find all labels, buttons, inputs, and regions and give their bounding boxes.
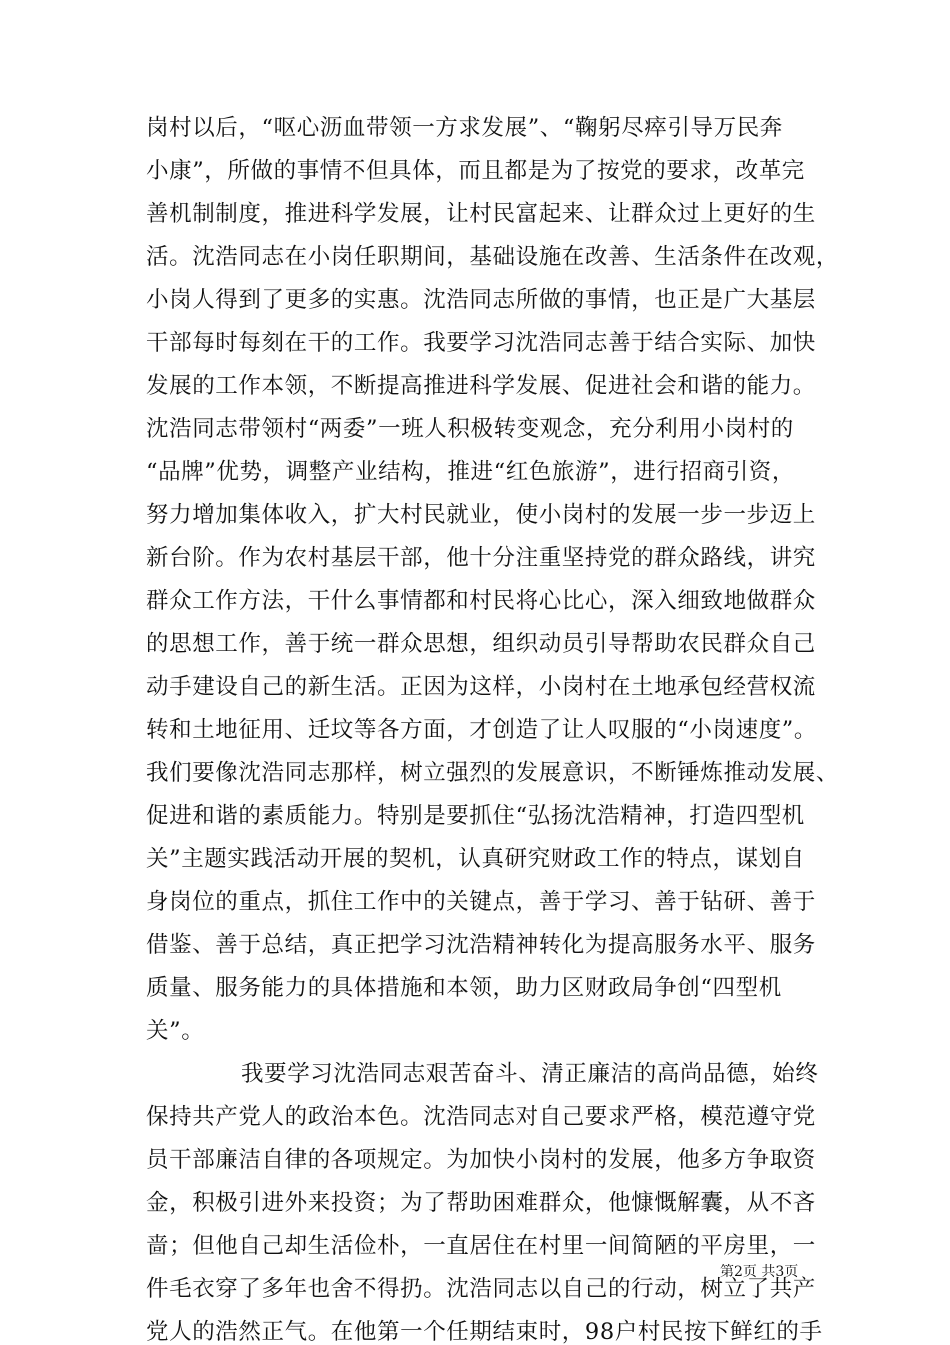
page-number-footer: 第2页 共3页 [720, 1264, 799, 1280]
body-text-line: 保持共产党人的政治本色。沈浩同志对自己要求严格，模范遵守党 [146, 1104, 816, 1130]
body-text-line: 借鉴、善于总结，真正把学习沈浩精神转化为提高服务水平、服务 [146, 932, 816, 958]
body-text-line: 质量、服务能力的具体措施和本领，助力区财政局争创“四型机 [146, 975, 782, 1001]
body-text-line: 员干部廉洁自律的各项规定。为加快小岗村的发展，他多方争取资 [146, 1147, 816, 1173]
body-text-line: 关”。 [146, 1018, 205, 1044]
body-text-line: 小康”，所做的事情不但具体，而且都是为了按党的要求，改革完 [146, 158, 805, 184]
body-text-line: 促进和谐的素质能力。特别是要抓住“弘扬沈浩精神，打造四型机 [146, 803, 805, 829]
body-text-line: 关”主题实践活动开展的契机，认真研究财政工作的特点，谋划自 [146, 846, 805, 872]
body-text-line: “品牌”优势，调整产业结构，推进“红色旅游”，进行招商引资， [146, 459, 796, 485]
body-text-line: 善机制制度，推进科学发展，让村民富起来、让群众过上更好的生 [146, 201, 816, 227]
body-text-line: 动手建设自己的新生活。正因为这样，小岗村在土地承包经营权流 [146, 674, 816, 700]
body-text-line: 沈浩同志带领村“两委”一班人积极转变观念，充分利用小岗村的 [146, 416, 794, 442]
body-text-line: 的思想工作，善于统一群众思想，组织动员引导帮助农民群众自己 [146, 631, 816, 657]
body-text-line: 小岗人得到了更多的实惠。沈浩同志所做的事情，也正是广大基层 [146, 287, 816, 313]
body-text-line: 岗村以后，“呕心沥血带领一方求发展”、“鞠躬尽瘁引导万民奔 [146, 115, 783, 141]
body-text-line: 金，积极引进外来投资；为了帮助困难群众，他慷慨解囊，从不吝 [146, 1190, 816, 1216]
body-text-line: 新台阶。作为农村基层干部，他十分注重坚持党的群众路线，讲究 [146, 545, 816, 571]
body-text-line: 啬；但他自己却生活俭朴，一直居住在村里一间简陋的平房里，一 [146, 1233, 816, 1259]
body-text-line: 件毛衣穿了多年也舍不得扔。沈浩同志以自己的行动，树立了共产 [146, 1276, 816, 1302]
paragraph-first-line: 我要学习沈浩同志艰苦奋斗、清正廉洁的高尚品德，始终 [241, 1061, 819, 1087]
body-text-line: 活。沈浩同志在小岗任职期间，基础设施在改善、生活条件在改观， [146, 244, 840, 270]
body-text-line: 转和土地征用、迁坟等各方面，才创造了让人叹服的“小岗速度”。 [146, 717, 818, 743]
body-text-line: 努力增加集体收入，扩大村民就业，使小岗村的发展一步一步迈上 [146, 502, 816, 528]
body-text-line: 群众工作方法，干什么事情都和村民将心比心，深入细致地做群众 [146, 588, 816, 614]
body-text-line: 党人的浩然正气。在他第一个任期结束时，98户村民按下鲜红的手 [146, 1319, 823, 1345]
body-text-line: 发展的工作本领，不断提高推进科学发展、促进社会和谐的能力。 [146, 373, 816, 399]
body-text-line: 我们要像沈浩同志那样，树立强烈的发展意识，不断锤炼推动发展、 [146, 760, 840, 786]
body-text-line: 身岗位的重点，抓住工作中的关键点，善于学习、善于钻研、善于 [146, 889, 816, 915]
body-text-line: 干部每时每刻在干的工作。我要学习沈浩同志善于结合实际、加快 [146, 330, 816, 356]
